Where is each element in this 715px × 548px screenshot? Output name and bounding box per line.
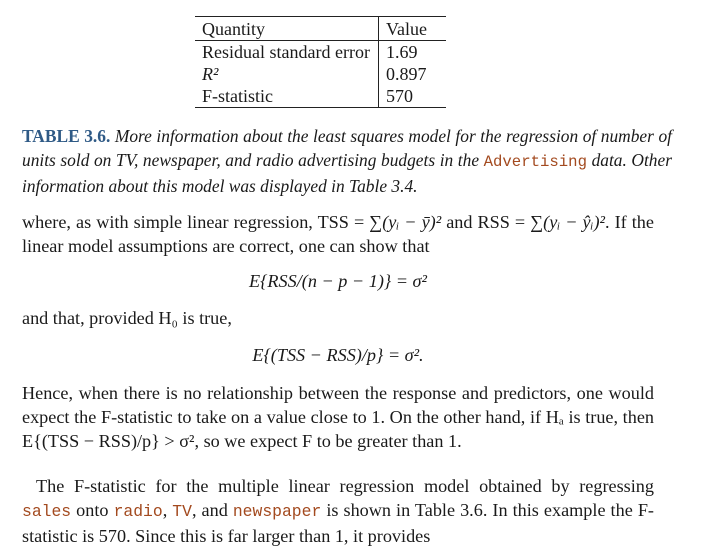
code-tv: TV <box>172 502 192 521</box>
p1-text-2: and RSS = <box>441 212 531 232</box>
table-row <box>195 85 446 108</box>
caption-text-after: data. Other information about this model was displayed in Table 3.4. <box>22 150 672 196</box>
model-stats-table <box>195 16 446 108</box>
p1-text-3: . If the linear model assumptions are correct, one can show that <box>22 212 654 256</box>
rss-formula: ∑(yᵢ − ŷᵢ)² <box>530 212 606 232</box>
caption-code: Advertising <box>483 153 587 171</box>
row-quantity: R² <box>202 64 219 84</box>
row-quantity: Residual standard error <box>202 42 370 62</box>
table-row <box>195 63 446 85</box>
header-value: Value <box>378 17 446 41</box>
header-quantity: Quantity <box>202 19 265 39</box>
p4-text-2: onto <box>71 500 114 520</box>
table-row <box>195 41 446 64</box>
p4-text-3: , <box>162 500 173 520</box>
caption-text-before: More information about the least squares model for the regression of number of units sold on TV, newspaper, and radio advertising budgets in the <box>22 126 672 170</box>
code-newspaper: newspaper <box>232 502 322 521</box>
stats-table-wrapper <box>195 16 446 108</box>
code-radio: radio <box>113 502 163 521</box>
caption-label: TABLE 3.6. <box>22 126 111 146</box>
paragraph-3: Hence, when there is no relationship between the response and predictors, one would expect the F-statistic to take on a value close to 1. On the other hand, if Hₐ is true, then E{(TSS − RSS)/p} > σ², so we expect F to be greater than 1. <box>22 383 654 451</box>
table-caption <box>22 124 672 198</box>
row-value: 0.897 <box>378 63 446 85</box>
p4-text-1: The F-statistic for the multiple linear regression model obtained by regressing <box>36 476 654 496</box>
table-header-row <box>195 17 446 41</box>
row-value: 1.69 <box>378 41 446 64</box>
p4-text-5: is shown in Table 3.6. In this example the F-statistic is 570. Since this is far larger than 1, it provides <box>22 500 654 546</box>
row-value: 570 <box>378 85 446 108</box>
p4-text-4: , and <box>191 500 233 520</box>
tss-formula: ∑(yᵢ − ȳ)² <box>369 212 442 232</box>
paragraph-1 <box>22 210 654 258</box>
equation-1: E{RSS/(n − p − 1)} = σ² <box>249 271 427 291</box>
paragraph-4 <box>22 474 654 548</box>
p1-text-1: where, as with simple linear regression, TSS = <box>22 212 370 232</box>
equation-2: E{(TSS − RSS)/p} = σ². <box>252 345 424 365</box>
paragraph-2: and that, provided H₀ is true, <box>22 308 232 328</box>
row-quantity: F-statistic <box>202 86 273 106</box>
code-sales: sales <box>22 502 72 521</box>
